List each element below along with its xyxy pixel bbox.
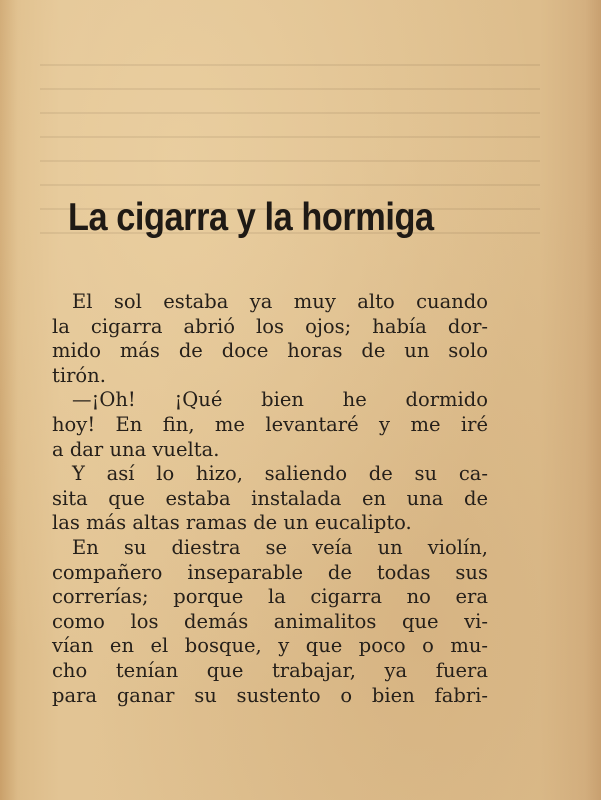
story-title: La cigarra y la hormiga — [68, 196, 434, 239]
text-line: El sol estaba ya muy alto cuando — [72, 290, 488, 313]
text-line: mido más de doce horas de un solo — [52, 339, 488, 363]
text-line: las más altas ramas de un eucalipto. — [52, 511, 412, 535]
text-line: sita que estaba instalada en una de — [52, 486, 488, 510]
text-line: a dar una vuelta. — [52, 437, 220, 461]
text-line: para ganar su sustento o bien fabri- — [52, 683, 488, 707]
text-line: tirón. — [52, 363, 106, 387]
text-line: —¡Oh! ¡Qué bien he dormido — [72, 388, 488, 412]
text-line: la cigarra abrió los ojos; había dor- — [52, 314, 488, 338]
text-line: correrías; porque la cigarra no era — [52, 585, 488, 609]
text-line: Y así lo hizo, saliendo de su ca- — [72, 462, 488, 486]
text-line: como los demás animalitos que vi- — [52, 609, 488, 633]
text-line: compañero inseparable de todas sus — [52, 560, 488, 584]
text-line: cho tenían que trabajar, ya fuera — [52, 658, 488, 682]
text-line: En su diestra se veía un violín, — [72, 535, 488, 559]
text-line: vían en el bosque, y que poco o mu- — [52, 634, 488, 658]
text-line: hoy! En fin, me levantaré y me iré — [52, 412, 488, 436]
story-body — [52, 290, 488, 708]
